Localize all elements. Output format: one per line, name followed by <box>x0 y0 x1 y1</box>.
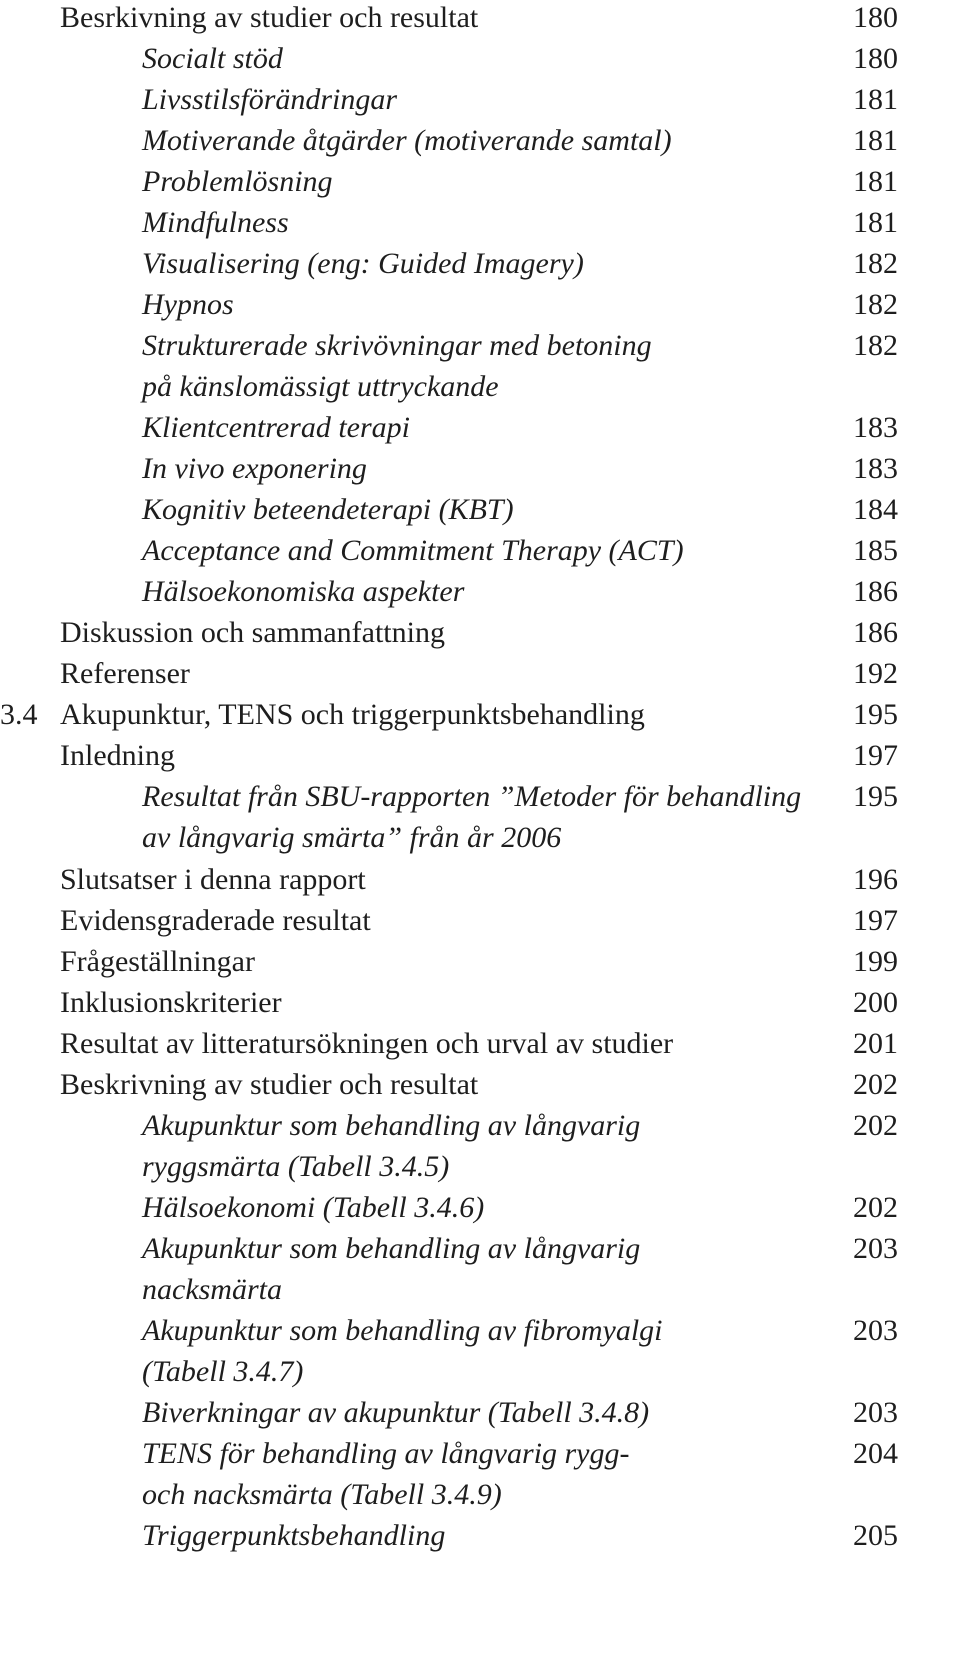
toc-entry-title: Hypnos <box>142 288 234 321</box>
toc-entry-title: Akupunktur som behandling av fibromyalgi <box>142 1314 663 1347</box>
toc-entry[interactable] <box>60 37 898 81</box>
toc-entry-page: 186 <box>853 575 898 608</box>
toc-entry-page: 181 <box>853 165 898 198</box>
toc-entry-title: Triggerpunktsbehandling <box>142 1519 446 1552</box>
toc-entry[interactable] <box>60 858 898 902</box>
toc-entry[interactable] <box>60 1227 898 1271</box>
toc-entry-title: Mindfulness <box>142 206 289 239</box>
toc-entry[interactable] <box>60 283 898 327</box>
toc-entry[interactable] <box>60 652 898 696</box>
toc-entry-page: 186 <box>853 616 898 649</box>
toc-entry-page: 203 <box>853 1396 898 1429</box>
toc-entry-title: Beskrivning av studier och resultat <box>60 1068 479 1101</box>
toc-entry[interactable] <box>60 611 898 655</box>
chapter-number: 3.4 <box>0 698 38 731</box>
toc-entry-page: 185 <box>853 534 898 567</box>
toc-entry[interactable] <box>60 1104 898 1148</box>
toc-entry-page: 181 <box>853 83 898 116</box>
toc-entry[interactable] <box>60 1063 898 1107</box>
toc-entry-title: Akupunktur som behandling av långvarig <box>142 1232 641 1265</box>
toc-entry-title: Diskussion och sammanfattning <box>60 616 445 649</box>
toc-entry[interactable] <box>60 1186 898 1230</box>
toc-entry-page: 202 <box>853 1109 898 1142</box>
toc-entry-page: 199 <box>853 945 898 978</box>
toc-entry-continuation <box>60 1268 898 1312</box>
toc-entry-title: Visualisering (eng: Guided Imagery) <box>142 247 584 280</box>
toc-entry-title: Kognitiv beteendeterapi (KBT) <box>142 493 514 526</box>
toc-entry-page: 201 <box>853 1027 898 1060</box>
toc-entry[interactable] <box>60 78 898 122</box>
toc-entry-page: 204 <box>853 1437 898 1470</box>
toc-entry-title: TENS för behandling av långvarig rygg- <box>142 1437 630 1470</box>
toc-entry[interactable] <box>60 406 898 450</box>
toc-entry[interactable] <box>60 981 898 1025</box>
toc-entry-page: 183 <box>853 411 898 444</box>
toc-entry[interactable] <box>60 324 898 368</box>
toc-entry-title: Frågeställningar <box>60 945 255 978</box>
toc-entry-page: 180 <box>853 1 898 34</box>
toc-entry-title: Motiverande åtgärder (motiverande samtal) <box>142 124 672 157</box>
toc-entry[interactable] <box>60 201 898 245</box>
toc-entry-title: Akupunktur som behandling av långvarig <box>142 1109 641 1142</box>
toc-entry[interactable] <box>60 529 898 573</box>
toc-entry-page: 200 <box>853 986 898 1019</box>
toc-entry[interactable] <box>60 447 898 491</box>
toc-entry-title: Problemlösning <box>142 165 333 198</box>
toc-entry[interactable] <box>60 242 898 286</box>
toc-entry-page: 195 <box>853 698 898 731</box>
toc-entry[interactable] <box>60 119 898 163</box>
toc-entry-title: Strukturerade skrivövningar med betoning <box>142 329 652 362</box>
toc-entry-title: Hälsoekonomi (Tabell 3.4.6) <box>142 1191 485 1224</box>
toc-entry-page: 197 <box>853 904 898 937</box>
toc-entry[interactable] <box>60 160 898 204</box>
toc-entry-page: 202 <box>853 1068 898 1101</box>
toc-entry-title: Resultat från SBU-rapporten ”Metoder för behandling <box>142 780 802 813</box>
toc-entry-page: 196 <box>853 863 898 896</box>
toc-entry-title: och nacksmärta (Tabell 3.4.9) <box>142 1478 502 1511</box>
toc-entry-page: 183 <box>853 452 898 485</box>
toc-entry-continuation <box>60 1350 898 1394</box>
toc-entry-title: (Tabell 3.4.7) <box>142 1355 304 1388</box>
toc-entry-page: 182 <box>853 288 898 321</box>
toc-entry[interactable] <box>60 1432 898 1476</box>
toc-entry[interactable] <box>60 570 898 614</box>
toc-entry-title: Inledning <box>60 739 175 772</box>
toc-entry[interactable] <box>60 1309 898 1353</box>
toc-entry-title: Livsstilsförändringar <box>142 83 398 116</box>
toc-entry-page: 203 <box>853 1314 898 1347</box>
toc-entry-title: Akupunktur, TENS och triggerpunktsbehandling <box>60 698 645 731</box>
toc-entry-title: Socialt stöd <box>142 42 283 75</box>
toc-entry-title: Biverkningar av akupunktur (Tabell 3.4.8) <box>142 1396 650 1429</box>
toc-entry[interactable] <box>60 775 898 819</box>
toc-entry-page: 182 <box>853 247 898 280</box>
toc-entry-page: 202 <box>853 1191 898 1224</box>
toc-entry-page: 197 <box>853 739 898 772</box>
toc-entry-title: nacksmärta <box>142 1273 282 1306</box>
toc-entry-page: 181 <box>853 206 898 239</box>
toc-entry[interactable] <box>60 488 898 532</box>
toc-entry-title: Inklusionskriterier <box>60 986 282 1019</box>
toc-entry-page: 182 <box>853 329 898 362</box>
toc-entry[interactable] <box>60 0 898 40</box>
toc-entry[interactable] <box>60 1514 898 1558</box>
toc-entry[interactable] <box>60 940 898 984</box>
toc-entry-title: Slutsatser i denna rapport <box>60 863 366 896</box>
toc-entry-title: Evidensgraderade resultat <box>60 904 371 937</box>
toc-entry-page: 180 <box>853 42 898 75</box>
toc-entry-page: 184 <box>853 493 898 526</box>
toc-entry-title: Besrkivning av studier och resultat <box>60 1 479 34</box>
toc-entry-page: 205 <box>853 1519 898 1552</box>
toc-entry-title: av långvarig smärta” från år 2006 <box>142 821 562 854</box>
toc-entry-continuation <box>60 816 898 860</box>
toc-entry-page: 203 <box>853 1232 898 1265</box>
toc-entry-title: på känslomässigt uttryckande <box>142 370 499 403</box>
toc-chapter-entry[interactable] <box>0 693 898 737</box>
toc-entry-page: 192 <box>853 657 898 690</box>
toc-entry[interactable] <box>60 734 898 778</box>
toc-entry-title: Hälsoekonomiska aspekter <box>142 575 465 608</box>
toc-entry[interactable] <box>60 1391 898 1435</box>
toc-entry-title: Referenser <box>60 657 190 690</box>
toc-entry-continuation <box>60 365 898 409</box>
toc-entry-page: 181 <box>853 124 898 157</box>
toc-entry-title: Klientcentrerad terapi <box>142 411 411 444</box>
toc-entry-title: Resultat av litteratursökningen och urval av studier <box>60 1027 674 1060</box>
toc-entry-title: In vivo exponering <box>142 452 367 485</box>
toc-entry-continuation <box>60 1473 898 1517</box>
toc-entry[interactable] <box>60 1022 898 1066</box>
toc-entry-title: ryggsmärta (Tabell 3.4.5) <box>142 1150 450 1183</box>
toc-entry[interactable] <box>60 899 898 943</box>
toc-entry-continuation <box>60 1145 898 1189</box>
toc-entry-title: Acceptance and Commitment Therapy (ACT) <box>142 534 684 567</box>
toc-entry-page: 195 <box>853 780 898 813</box>
